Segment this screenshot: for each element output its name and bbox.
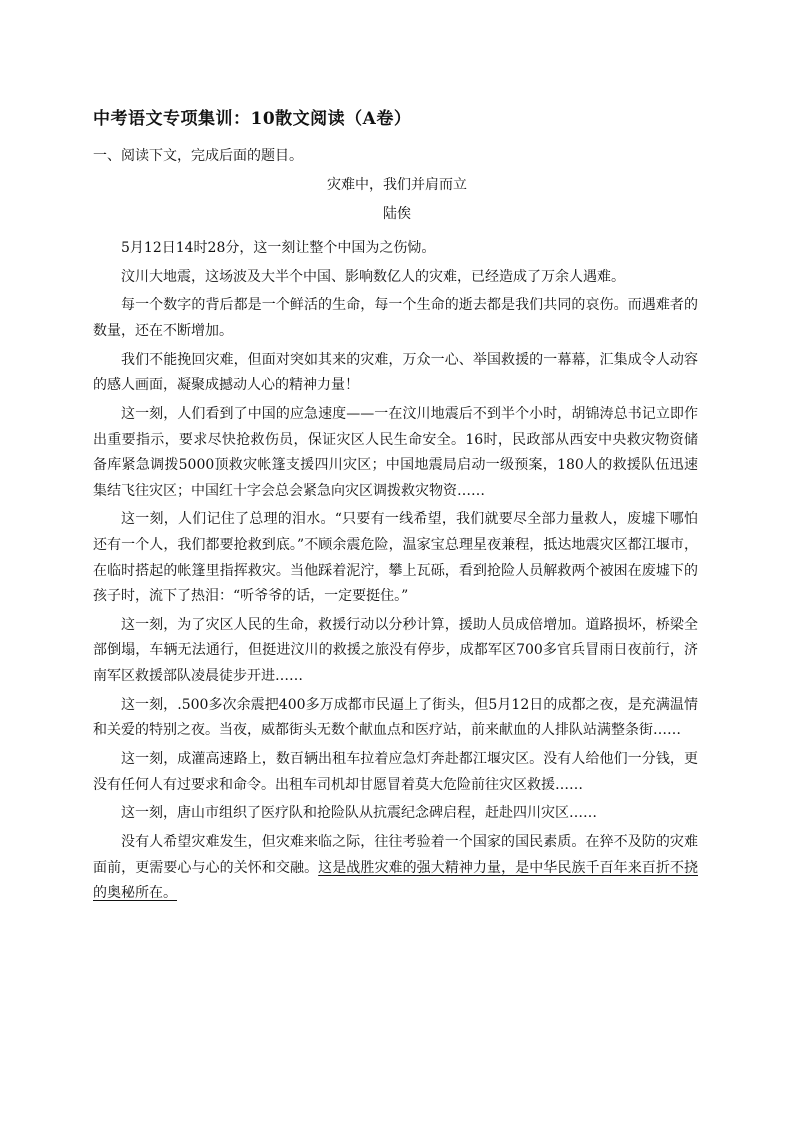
paragraph-8: 这一刻，.500多次余震把400多万成都市民逼上了街头，但5月12日的成都之夜，是充满温情和关爱的特别之夜。当夜，威都街头无数个献血点和医疗站，前来献血的人排队站满整条街…… [93, 696, 698, 739]
essay-author: 陆俟 [383, 206, 411, 222]
paragraph-9: 这一刻，成灌高速路上，数百辆出租车拉着应急灯奔赴都江堰灾区。没有人给他们一分钱，更没有任何人有过要求和命令。出租车司机却甘愿冒着莫大危险前往灾区救援…… [93, 751, 698, 793]
paragraph-3: 每一个数字的背后都是一个鲜活的生命，每一个生命的逝去都是我们共同的哀伤。而遇难者的数量，还在不断增加。 [93, 297, 698, 339]
essay-body [93, 236, 698, 910]
paragraph-2: 汶川大地震，这场波及大半个中国、影响数亿人的灾难，已经造成了万余人遇难。 [121, 268, 625, 285]
paragraph-1: 5月12日14时28分，这一刻让整个中国为之伤恸。 [121, 240, 436, 256]
paragraph-6: 这一刻，人们记住了总理的泪水。“只要有一线希望，我们就要尽全部力量救人，废墟下哪怕还有一个人，我们都要抢救到底。”不顾余震危险，温家宝总理星夜兼程，抵达地震灾区都江堰市，在临时搭起的帐篷里指挥救灾。当他踩着泥泞，攀上瓦砾，看到抢险人员解救两个被困在废墟下的孩子时，流下了热泪：“听爷爷的话，一定要挺住。” [93, 511, 698, 605]
paragraph-11-text: 没有人希望灾难发生，但灾难来临之际，往往考验着一个国家的国民素质。在猝不及防的灾难面前，更需要心与心的关怀和交融。 [93, 834, 698, 876]
underlined-sentence: 这是战胜灾难的强大精神力量，是中华民族千百年来百折不挠的奥秘所在。 [93, 859, 699, 902]
paragraph-10: 这一刻，唐山市组织了医疗队和抢险队从抗震纪念碑启程，赶赴四川灾区…… [121, 805, 597, 822]
instruction-text: 一、阅读下文，完成后面的题目。 [93, 148, 303, 164]
paragraph-11 [93, 830, 698, 907]
paragraph-4: 我们不能挽回灾难，但面对突如其来的灾难，万众一心、举国救援的一幕幕，汇集成令人动容的感人画面，凝聚成撼动人心的精神力量！ [93, 351, 698, 394]
paragraph-7: 这一刻，为了灾区人民的生命，救援行动以分秒计算，援助人员成倍增加。道路损坏，桥梁全部倒塌，车辆无法通行，但挺进汶川的救援之旅没有停步，成都军区700多官兵冒雨日夜前行，济南军区救援部队凌晨徒步开进…… [93, 616, 698, 685]
paragraph-5: 这一刻，人们看到了中国的应急速度——一在汶川地震后不到半个小时，胡锦涛总书记立即作出重要指示，要求尽快抢救伤员，保证灾区人民生命安全。16时，民政部从西安中央救灾物资储备库紧急调拨5000顶救灾帐篷支援四川灾区；中国地震局启动一级预案，180人的救援队伍迅速集结飞往灾区；中国红十字会总会紧急向灾区调拨救灾物资…… [93, 405, 698, 499]
document-title: 中考语文专项集训：10散文阅读（A卷） [93, 109, 412, 129]
essay-title: 灾难中，我们并肩而立 [327, 177, 467, 193]
